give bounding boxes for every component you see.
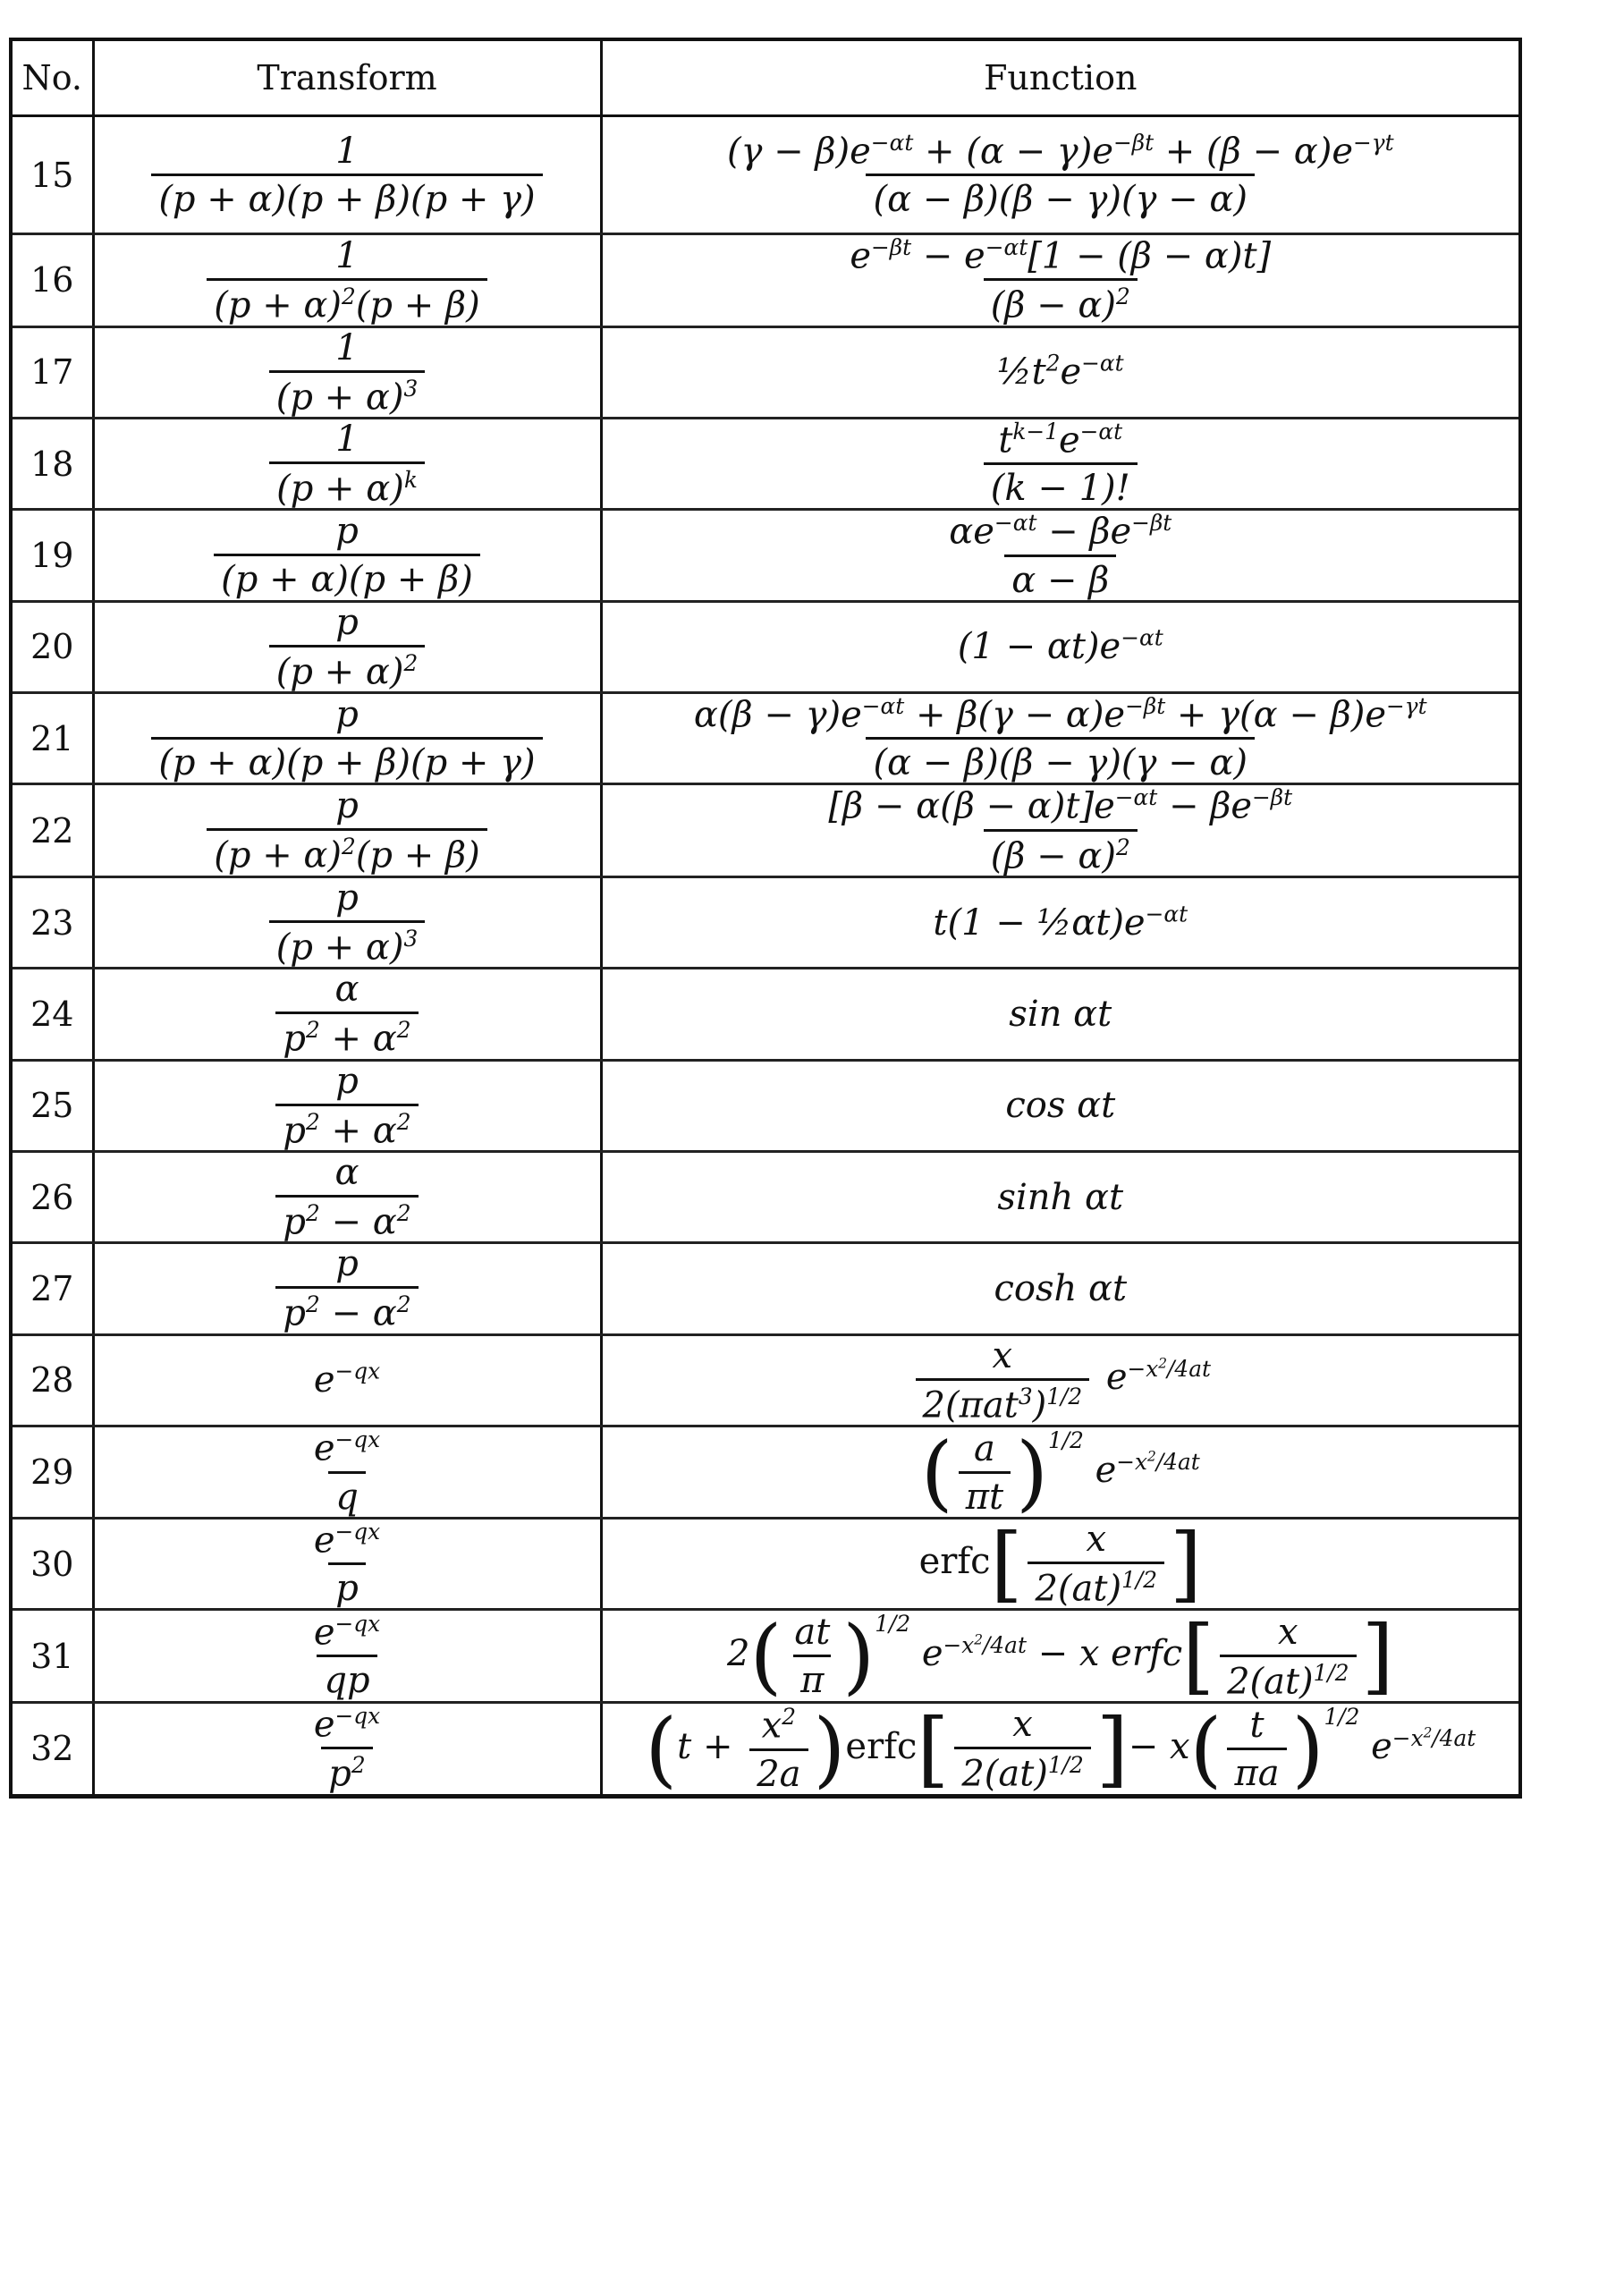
function-expression [1009,994,1112,1035]
header-transform: Transform [93,39,601,116]
transform-fraction-denominator: (p + α)(p + β) [214,554,480,599]
function-cell [601,1515,1520,1612]
table-row [11,326,1520,418]
bracket-glyph: ] [1361,1608,1394,1705]
transform-fraction-numerator: 1 [335,130,359,172]
erfc-argument-denominator: 2(at)$^{1/2}$ [1220,1655,1357,1701]
row-number: 30 [11,1518,93,1609]
transform-fraction [269,603,426,691]
table-row [11,1518,1520,1609]
paren-fraction-numerator: t [1249,1704,1265,1746]
paren-fraction [1227,1706,1286,1793]
table-row [11,116,1520,234]
function-text: cos αt [1005,1085,1116,1127]
function-tail: $e^{-x^2/4at}$ [1095,1355,1211,1399]
transform-fraction-numerator: p [335,1060,359,1102]
row-number: 16 [11,234,93,327]
transform-fraction [307,1704,387,1794]
function-fraction-numerator: $e^{-\beta t} - e^{-\alpha t}[1 - (\beta - \alpha)t]$ [850,234,1272,277]
function-cell [601,116,1520,234]
transform-fraction-numerator: $e^{-qx}$ [313,1702,381,1746]
transform-fraction-denominator: $(p + \alpha)^k$ [269,461,425,508]
row-number: 32 [11,1702,93,1796]
transform-fraction [214,512,480,599]
table-row [11,1151,1520,1242]
row-number: 31 [11,1610,93,1703]
function-cell [601,418,1520,509]
function-cell [601,692,1520,783]
function-cell [601,1426,1520,1518]
transform-expression [314,1359,380,1401]
function-fraction [821,785,1299,876]
function-cell [601,1060,1520,1151]
transform-cell [93,1060,601,1151]
transform-fraction-numerator: $e^{-qx}$ [313,1518,381,1562]
transform-fraction [151,695,542,783]
sum-fraction-numerator: $x^2$ [761,1704,797,1747]
transform-fraction-denominator: q [328,1471,366,1517]
transform-expression [301,1702,393,1795]
transform-fraction-numerator: p [335,510,359,552]
transform-cell [93,1334,601,1426]
transform-cell [93,969,601,1060]
function-expression [997,1177,1123,1218]
transform-fraction [275,1244,418,1333]
row-number: 28 [11,1334,93,1426]
function-fraction-numerator: $\alpha(\beta - \gamma)e^{-\alpha t} + \beta(\gamma - \alpha)e^{-\beta t} + \gamma(\alpha - \beta)e^{-\gamma t}$ [693,692,1427,736]
function-cell [601,1151,1520,1242]
row-number: 29 [11,1426,93,1518]
erfc-argument-denominator: 2(at)$^{1/2}$ [954,1747,1091,1793]
function-cell [601,784,1520,877]
header-row [11,39,1520,116]
transform-fraction-numerator: p [335,1243,359,1285]
sum-prefix: t + [677,1725,745,1767]
bracket-glyph: [ [917,1700,950,1797]
transform-fraction-denominator: $(p + \alpha)^3$ [269,920,426,967]
table-row [11,1702,1520,1796]
function-fraction [984,419,1138,508]
paren-glyph: ) [1016,1424,1048,1520]
function-expression [1005,1085,1115,1126]
transform-fraction-denominator: $(p + \alpha)^2$ [269,645,426,691]
function-fraction-denominator: $(\beta - \alpha)^2$ [984,278,1138,325]
paren-glyph: ( [749,1608,782,1705]
table-body [11,116,1520,1797]
function-text: sin αt [1009,993,1112,1035]
transform-fraction-numerator: p [335,693,359,735]
transform-fraction-denominator: $p^2 + \alpha^2$ [275,1012,418,1058]
paren-fraction-numerator: at [794,1612,831,1654]
transform-expression [264,326,431,418]
function-fraction-numerator: x [992,1334,1013,1376]
function-text: cosh αt [994,1267,1128,1309]
erfc-argument-numerator: x [1012,1704,1033,1746]
transform-cell [93,510,601,601]
function-expression [997,351,1124,393]
transform-table [9,38,1522,1799]
exponent: 1/2 [1324,1703,1360,1730]
row-number: 19 [11,510,93,601]
erfc-argument-numerator: x [1278,1611,1298,1653]
function-lead: 2 [727,1633,750,1675]
paren-glyph: ) [813,1700,846,1797]
table-row [11,1334,1520,1426]
function-fraction-denominator: (k − 1)! [984,462,1138,508]
function-cell [601,1610,1520,1703]
function-cell [601,1243,1520,1334]
transform-text: $e^{-qx}$ [313,1359,381,1401]
transform-fraction-denominator: $(p + \alpha)^2(p + \beta)$ [207,278,486,325]
row-number: 18 [11,418,93,509]
transform-cell [93,234,601,327]
paren-glyph: ( [1189,1700,1222,1797]
transform-cell [93,1610,601,1703]
transform-fraction-denominator: $p^2 + \alpha^2$ [275,1104,418,1150]
transform-expression [264,601,431,692]
transform-expression [270,1243,423,1334]
transform-fraction-numerator: $e^{-qx}$ [313,1426,381,1469]
function-expression [978,418,1143,510]
transform-fraction [207,236,486,325]
table-row [11,1610,1520,1703]
erfc-argument-numerator: x [1086,1518,1107,1560]
transform-fraction [307,1612,387,1700]
table-row [11,418,1520,509]
transform-cell [93,1426,601,1518]
transform-fraction-denominator: p [328,1562,366,1608]
transform-fraction-denominator: $p^2$ [321,1747,372,1793]
transform-expression [301,1610,393,1702]
function-fraction-numerator: $[\beta - \alpha(\beta - \alpha)t]e^{-\alpha t} - \beta e^{-\beta t}$ [828,784,1293,827]
transform-fraction-numerator: 1 [335,234,359,276]
function-fraction [942,511,1179,599]
paren-glyph: ) [1291,1700,1324,1797]
erfc-argument-denominator: 2(at)$^{1/2}$ [1028,1562,1164,1608]
paren-glyph: ( [645,1700,678,1797]
transform-expression [270,1151,423,1243]
bracket-glyph: ] [1095,1700,1129,1797]
function-fraction [842,235,1278,326]
bracket-glyph: ] [1170,1515,1202,1612]
paren-glyph: ( [920,1424,953,1520]
row-number: 26 [11,1151,93,1242]
function-fraction-numerator: $\alpha e^{-\alpha t} - \beta e^{-\beta t}$ [949,510,1172,553]
transform-fraction [151,131,542,219]
function-cell [601,969,1520,1060]
transform-expression [270,969,423,1060]
function-cell [601,876,1520,968]
transform-fraction [307,1519,387,1608]
table-row [11,1243,1520,1334]
sum-fraction-denominator: 2a [749,1748,808,1794]
function-expression [958,626,1163,667]
table-row [11,1060,1520,1151]
transform-cell [93,1518,601,1609]
table-row [11,510,1520,601]
row-number: 22 [11,784,93,877]
row-number: 27 [11,1243,93,1334]
row-number: 25 [11,1060,93,1151]
paren-fraction [959,1429,1011,1517]
function-cell [601,601,1520,692]
transform-cell [93,1151,601,1242]
transform-fraction-numerator: 1 [335,418,359,460]
header-no: No. [11,39,93,116]
sum-fraction [749,1705,808,1793]
function-fraction [916,1336,1090,1425]
function-expression [727,1608,1394,1705]
row-number: 23 [11,876,93,968]
function-fraction-denominator: $(\beta - \alpha)^2$ [984,829,1138,876]
row-number: 20 [11,601,93,692]
transform-fraction [269,328,426,417]
transform-fraction-numerator: α [334,969,359,1011]
transform-fraction [207,786,486,875]
transform-expression [301,1426,393,1518]
transform-fraction [275,1153,418,1241]
erfc-argument [1220,1613,1357,1701]
function-fraction-denominator: α − β [1004,554,1116,600]
transform-cell [93,876,601,968]
table-row [11,601,1520,692]
transform-fraction-denominator: $p^2 - \alpha^2$ [275,1286,418,1333]
paren-glyph: ) [842,1608,875,1705]
row-number: 24 [11,969,93,1060]
function-fraction-numerator: $t^{k-1}e^{-\alpha t}$ [998,418,1123,461]
function-expression [918,1515,1202,1612]
function-text: sinh αt [997,1176,1124,1218]
erfc-argument [954,1705,1091,1793]
function-cell [601,510,1520,601]
function-expression [933,902,1188,944]
function-cell [601,1334,1520,1426]
transform-expression [264,418,430,510]
transform-cell [93,1243,601,1334]
transform-fraction-numerator: $e^{-qx}$ [313,1610,381,1654]
transform-expression [201,234,492,326]
function-expression [910,1334,1211,1426]
table-row [11,784,1520,877]
transform-cell [93,601,601,692]
transform-expression [201,784,492,876]
transform-fraction [307,1427,387,1516]
transform-fraction-numerator: 1 [335,326,359,368]
transform-fraction-denominator: qp [317,1655,376,1700]
transform-cell [93,418,601,509]
transform-fraction-denominator: (p + α)(p + β)(p + γ) [151,737,542,783]
transform-expression [264,876,431,969]
transform-fraction-denominator: $(p + \alpha)^3$ [269,370,426,417]
function-text: $(1 - \alpha t)e^{-\alpha t}$ [957,625,1163,668]
function-fraction-denominator: (α − β)(β − γ)(γ − α) [866,737,1255,783]
function-middle: − x [1128,1725,1190,1767]
erfc-argument [1028,1519,1164,1608]
paren-fraction-denominator: π [793,1655,831,1700]
function-fraction-numerator: $(\gamma - \beta)e^{-\alpha t} + (\alpha - \gamma)e^{-\beta t} + (\beta - \alpha)e^{-\gamma t}$ [726,129,1394,173]
bracket-glyph: [ [1182,1608,1215,1705]
transform-fraction-denominator: $p^2 - \alpha^2$ [275,1195,418,1241]
table-row [11,692,1520,783]
transform-expression [301,1518,393,1610]
row-number: 15 [11,116,93,234]
transform-cell [93,692,601,783]
function-cell [601,1702,1520,1796]
transform-cell [93,784,601,877]
transform-fraction-denominator: (p + α)(p + β)(p + γ) [151,174,542,219]
laplace-transform-table-page [9,38,1522,1799]
table-row [11,234,1520,327]
function-text: $\frac{1}{2}t^2e^{-\alpha t}$ [996,351,1124,394]
bracket-glyph: [ [990,1515,1023,1612]
function-fraction [720,131,1401,219]
transform-fraction-denominator: $(p + \alpha)^2(p + \beta)$ [207,828,486,875]
transform-expression [270,1060,423,1151]
function-fraction-denominator: (α − β)(β − γ)(γ − α) [866,174,1255,219]
function-expression [816,784,1305,876]
transform-fraction-numerator: p [335,784,359,826]
row-number: 17 [11,326,93,418]
transform-fraction [269,878,426,967]
transform-fraction [275,969,418,1058]
function-text: $t(1 - \frac{1}{2}\alpha t)e^{-\alpha t}$ [933,901,1188,944]
function-tail: $e^{-x^2/4at}$ [1359,1724,1476,1767]
paren-fraction-numerator: a [973,1427,995,1469]
paren-fraction-denominator: πt [959,1471,1011,1517]
header-function: Function [601,39,1520,116]
erfc-label: erfc [845,1725,918,1767]
function-expression [837,234,1283,326]
transform-fraction-numerator: p [335,876,359,918]
function-fraction-denominator: $2(\pi at^3)^{1/2}$ [916,1378,1090,1425]
transform-fraction-numerator: α [334,1151,359,1193]
table-row [11,969,1520,1060]
function-tail: $e^{-x^2/4at} - x$ erfc [910,1631,1183,1675]
paren-fraction-denominator: πa [1227,1748,1286,1793]
function-cell [601,234,1520,327]
exponent: 1/2 [1047,1426,1084,1453]
paren-fraction [787,1613,837,1700]
row-number: 21 [11,692,93,783]
transform-cell [93,326,601,418]
erfc-label: erfc [918,1540,991,1582]
transform-fraction-numerator: p [335,601,359,643]
function-tail: $e^{-x^2/4at}$ [1083,1448,1200,1491]
transform-fraction [275,1062,418,1150]
exponent: 1/2 [875,1611,911,1638]
transform-cell [93,1702,601,1796]
function-fraction [687,694,1434,783]
transform-cell [93,116,601,234]
table-row [11,876,1520,968]
table-row [11,1426,1520,1518]
function-cell [601,326,1520,418]
function-expression [994,1268,1127,1309]
transform-fraction [269,419,425,508]
